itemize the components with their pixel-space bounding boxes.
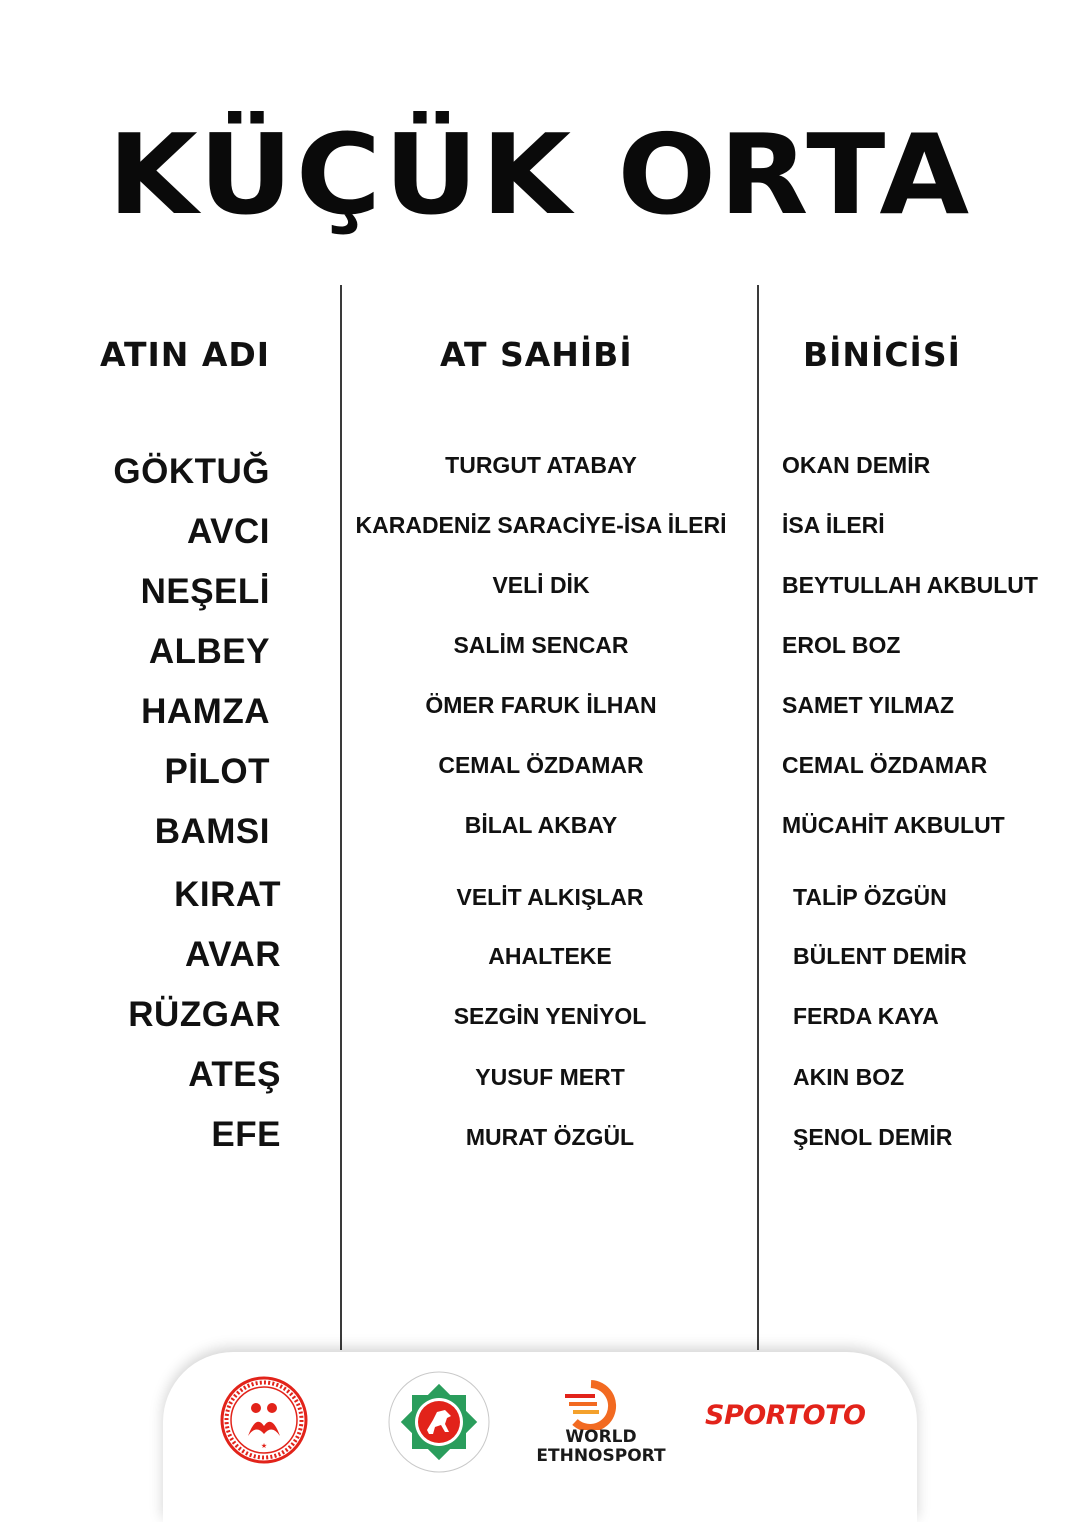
world-ethnosport-wordmark [531, 1428, 671, 1466]
owner-name: CEMAL ÖZDAMAR [438, 752, 644, 778]
horse-name: EFE [211, 1115, 281, 1154]
column-header-horse: ATIN ADI [100, 335, 271, 374]
horse-name: AVCI [186, 512, 270, 551]
rider-name: BEYTULLAH AKBULUT [782, 572, 1038, 598]
horse-name: HAMZA [141, 692, 270, 731]
horse-name: RÜZGAR [128, 995, 281, 1034]
owner-name: AHALTEKE [488, 943, 612, 969]
owner-name: MURAT ÖZGÜL [465, 1124, 635, 1150]
spor-toto-icon [705, 1400, 866, 1431]
owner-name: VELİ DİK [492, 572, 590, 598]
owner-name: SALİM SENCAR [453, 632, 629, 658]
column-header-owner: AT SAHİBİ [440, 335, 633, 374]
horse-name: GÖKTUĞ [113, 452, 270, 491]
page-title: KÜÇÜK ORTA [107, 111, 973, 240]
world-ethnosport-icon [561, 1378, 631, 1430]
rider-name: TALİP ÖZGÜN [793, 884, 947, 910]
owner-name: YUSUF MERT [475, 1064, 625, 1090]
horse-name: ALBEY [148, 632, 270, 671]
rider-name: FERDA KAYA [793, 1003, 939, 1029]
owner-name: SEZGİN YENİYOL [453, 1003, 647, 1029]
rider-name: AKIN BOZ [793, 1064, 905, 1090]
horse-name: NEŞELİ [140, 572, 270, 611]
sponsor-footer [163, 1352, 917, 1522]
owner-name: KARADENİZ SARACİYE-İSA İLERİ [355, 512, 727, 538]
rider-name: BÜLENT DEMİR [793, 943, 967, 969]
rider-name: ŞENOL DEMİR [793, 1124, 953, 1150]
rider-name: SAMET YILMAZ [782, 692, 955, 718]
spor-toto-part2: TOTO [784, 1400, 866, 1431]
owner-name: VELİT ALKIŞLAR [456, 884, 644, 910]
rider-name: EROL BOZ [782, 632, 901, 658]
column-divider-right [757, 285, 759, 1350]
horse-name: BAMSI [154, 812, 270, 851]
world-ethnosport-line1: WORLD [565, 1427, 637, 1447]
horse-name: KIRAT [174, 875, 281, 914]
rider-name: MÜCAHİT AKBULUT [782, 812, 1005, 838]
ministry-seal-icon [218, 1374, 310, 1466]
rider-name: İSA İLERİ [782, 512, 885, 538]
spor-toto-part1: SPOR [705, 1400, 785, 1431]
horse-name: AVAR [185, 935, 281, 974]
owner-name: TURGUT ATABAY [445, 452, 637, 478]
owner-name: BİLAL AKBAY [464, 812, 618, 838]
rider-name: OKAN DEMİR [782, 452, 931, 478]
horse-name: ATEŞ [188, 1055, 281, 1094]
rider-name: CEMAL ÖZDAMAR [782, 752, 988, 778]
federation-horse-icon [385, 1368, 493, 1476]
owner-name: ÖMER FARUK İLHAN [425, 692, 657, 718]
svg-text:★: ★ [260, 1442, 268, 1450]
column-header-rider: BİNİCİSİ [803, 335, 961, 374]
horse-name: PİLOT [164, 752, 270, 791]
world-ethnosport-line2: ETHNOSPORT [536, 1446, 666, 1466]
